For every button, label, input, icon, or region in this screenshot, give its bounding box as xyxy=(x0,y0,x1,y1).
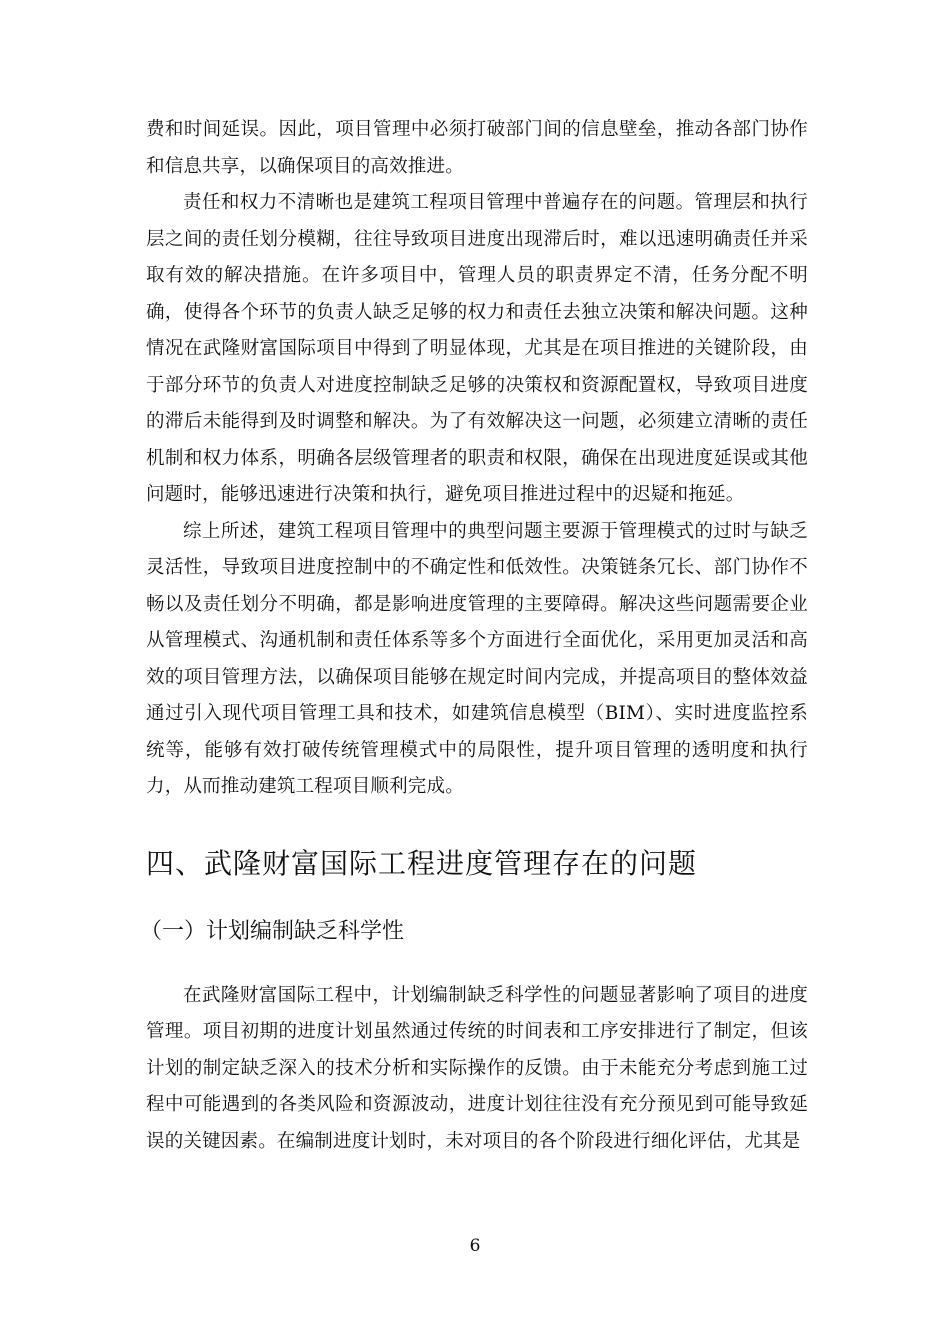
paragraph-responsibility: 责任和权力不清晰也是建筑工程项目管理中普遍存在的问题。管理层和执行层之间的责任划分模糊，往往导致项目进度出现滞后时，难以迅速明确责任并采取有效的解决措施。在许多项目中，管理人员的职责界定不清，任务分配不明确，使得各个环节的负责人缺乏足够的权力和责任去独立决策和解决问题。这种情况在武隆财富国际项目中得到了明显体现，尤其是在项目推进的关键阶段，由于部分环节的负责人对进度控制缺乏足够的决策权和资源配置权，导致项目进度的滞后未能得到及时调整和解决。为了有效解决这一问题，必须建立清晰的责任机制和权力体系，明确各层级管理者的职责和权限，确保在出现进度延误或其他问题时，能够迅速进行决策和执行，避免项目推进过程中的迟疑和拖延。 xyxy=(146,192,808,505)
page-number: 6 xyxy=(469,1236,481,1256)
paragraph-planning: 在武隆财富国际工程中，计划编制缺乏科学性的问题显著影响了项目的进度管理。项目初期的进度计划虽然通过传统的时间表和工序安排进行了制定，但该计划的制定缺乏深入的技术分析和实际操作的反馈。由于未能充分考虑到施工过程中可能遇到的各类风险和资源波动，进度计划往往没有充分预见到可能导致延误的关键因素。在编制进度计划时，未对项目的各个阶段进行细化评估，尤其是 xyxy=(146,984,808,1152)
subsection-heading: （一）计划编制缺乏科学性 xyxy=(140,918,405,944)
section-heading: 四、武隆财富国际工程进度管理存在的问题 xyxy=(146,846,698,880)
page-content xyxy=(140,112,808,1160)
paragraph-summary: 综上所述，建筑工程项目管理中的典型问题主要源于管理模式的过时与缺乏灵活性，导致项目进度控制中的不确定性和低效性。决策链条冗长、部门协作不畅以及责任划分不明确，都是影响进度管理的主要障碍。解决这些问题需要企业从管理模式、沟通机制和责任体系等多个方面进行全面优化，采用更加灵活和高效的项目管理方法，以确保项目能够在规定时间内完成，并提高项目的整体效益通过引入现代项目管理工具和技术，如建筑信息模型（BIM）、实时进度监控系统等，能够有效打破传统管理模式中的局限性，提升项目管理的透明度和执行力，从而推动建筑工程项目顺利完成。 xyxy=(146,520,808,797)
paragraph-continued: 费和时间延误。因此，项目管理中必须打破部门间的信息壁垒，推动各部门协作和信息共享，以确保项目的高效推进。 xyxy=(146,119,808,177)
